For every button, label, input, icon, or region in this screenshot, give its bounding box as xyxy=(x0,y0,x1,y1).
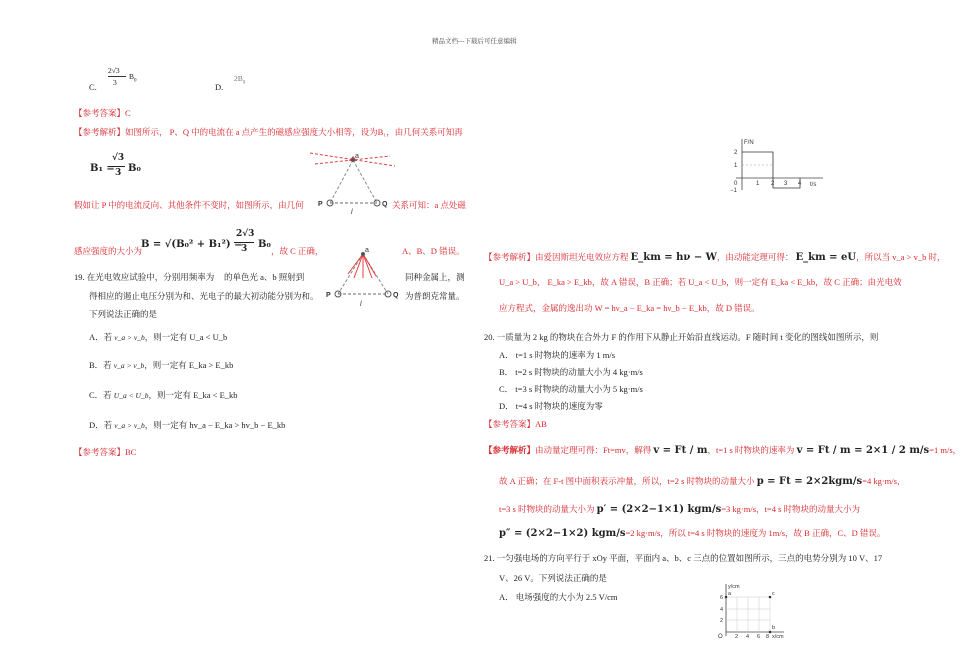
ft-xlabel: t/s xyxy=(810,182,817,188)
q19-option-a: A．若 v_a > v_b，则一定有 U_a < U_b xyxy=(89,332,228,342)
xy-ytick-4: 4 xyxy=(720,607,724,613)
explanation-18-line3c: A、B、D 错误。 xyxy=(402,246,465,256)
xy-ytick-2: 2 xyxy=(720,618,724,624)
formula-b1-left: B₁ = xyxy=(90,163,115,174)
q19-line3: 下列说法正确的是 xyxy=(89,309,158,319)
q19-line2: 得相应的遏止电压分别为和、光电子的最大初动能分别为和。 xyxy=(89,291,319,301)
explanation-20-line1: 【参考解析】由动量定理可得：Ft=mv，解得 v = Ft / m，t=1 s 时物块的速率为 v = Ft / m = 2×1 / 2 m/s=1 m/s， xyxy=(484,445,961,456)
option-c-denominator: 3 xyxy=(113,78,117,87)
ft-ytick-2: 2 xyxy=(734,150,738,156)
xy-ytick-6: 6 xyxy=(720,595,724,601)
page-header: 精品文档---下载后可任意编辑 xyxy=(432,38,517,45)
ft-ytick-neg1: −1 xyxy=(730,188,737,194)
q21-line1: 21. 一匀强电场的方向平行于 xOy 平面，平面内 a、b、c 三点的位置如图所示，三点的电势分别为 10 V、17 xyxy=(484,553,883,563)
q20-option-c: C． t=3 s 时物块的动量大小为 5 kg·m/s xyxy=(499,384,643,394)
explanation-18-line3b: ，故 C 正确， xyxy=(271,246,324,256)
formula-b1-tail: B₀ xyxy=(128,163,141,174)
xy-xtick-4: 4 xyxy=(746,634,750,640)
explanation-20-line2: 故 A 正确；在 F-t 图中面积表示冲量，所以，t=2 s 时物块的动量大小 p = Ft = 2×2kgm/s=4 kg·m/s， xyxy=(499,476,906,487)
option-c-numerator: 2√3 xyxy=(108,66,120,75)
formula-b-num: 2√3 xyxy=(236,229,255,239)
xy-origin: O xyxy=(718,634,723,640)
xy-point-b: b xyxy=(772,625,776,631)
answer-19: 【参考答案】BC xyxy=(74,447,137,457)
q19-line2b: 为普朗克常量。 xyxy=(405,291,465,301)
ft-ytick-1: 1 xyxy=(734,163,738,169)
q19-line1: 19. 在光电效应试验中，分别用频率为 xyxy=(74,272,215,282)
ft-xtick-4: 4 xyxy=(798,181,802,187)
fig2-label-l: l xyxy=(360,301,362,308)
explanation-20-line4: p″ = (2×2−1×2) kgm/s=2 kg·m/s，所以 t=4 s 时物块的速度为 1m/s，故 B 正确，C、D 错误。 xyxy=(499,528,886,539)
fig1-label-a: a xyxy=(355,153,359,160)
q19-option-d: D．若 v_a > v_b，则一定有 hv_a − E_ka > hv_b − E_kb xyxy=(89,420,286,430)
formula-b1-num: √3 xyxy=(112,153,125,163)
ft-xtick-1: 1 xyxy=(756,181,760,187)
ft-xtick-3: 3 xyxy=(784,181,788,187)
explanation-18-line1: 【参考解析】如图所示， P、Q 中的电流在 a 点产生的磁感应强度大小相等，设为B₁，由几何关系可知再 xyxy=(74,127,463,137)
q20-option-a: A． t=1 s 时物块的速率为 1 m/s xyxy=(499,350,616,360)
explanation-20-line3: t=3 s 时物块的动量大小为 p′ = (2×2−1×1) kgm/s=3 kg·m/s，t=4 s 时物块的动量大小为 xyxy=(499,504,861,515)
explanation-18-line2a: 假如让 P 中的电流反向、其他条件不变时，如图所示，由几何 xyxy=(74,200,304,210)
explanation-19-line3: 应方程式，金属的逸出功 W = hν_a − E_ka = hν_b − E_kb，故 D 错误。 xyxy=(499,303,760,313)
xy-point-c: c xyxy=(772,591,775,597)
answer-18: 【参考答案】C xyxy=(74,108,131,118)
option-c-tail: $B_0$ xyxy=(129,72,137,84)
q21-line2: V、26 V。下列说法正确的是 xyxy=(499,573,607,583)
fig2-label-a: a xyxy=(365,247,369,254)
fig1-label-q: Q xyxy=(382,201,388,208)
option-c-fraction-bar xyxy=(108,76,126,77)
formula-b-den: 3 xyxy=(241,244,248,254)
fig2-label-q: Q xyxy=(393,292,399,299)
q19-option-b: B．若 v_a > v_b，则一定有 E_ka > E_kb xyxy=(89,360,234,370)
formula-b-tail: B₀ xyxy=(258,239,271,250)
explanation-18-line2b: 关系可知：a 点处磁 xyxy=(392,200,466,210)
answer-20: 【参考答案】AB xyxy=(484,419,547,429)
xy-xtick-6: 6 xyxy=(757,634,761,640)
xy-point-a: a xyxy=(728,591,732,597)
ft-xtick-2: 2 xyxy=(771,181,775,187)
q19-option-c: C．若 U_a < U_b，则一定有 E_ka < E_kb xyxy=(89,390,238,400)
ft-ytick-0: 0 xyxy=(734,181,738,187)
formula-b1-bar xyxy=(111,166,125,167)
q19-line1c: 同种金属上，测 xyxy=(405,272,465,282)
q21-option-a: A． 电场强度的大小为 2.5 V/cm xyxy=(499,592,618,602)
magnetic-field-figure-1 xyxy=(305,148,400,218)
q20-line1: 20. 一质量为 2 kg 的物块在合外力 F 的作用下从静止开始沿直线运动。F 随时间 t 变化的图线如图所示，则 xyxy=(484,332,879,342)
ft-ylabel: F/N xyxy=(744,140,754,146)
option-c-label: C. xyxy=(89,82,97,92)
magnetic-field-figure-2 xyxy=(318,244,408,310)
fig2-label-p: P xyxy=(326,292,331,299)
force-time-graph xyxy=(728,135,828,197)
explanation-18-line3a: 感应强度的大小为 xyxy=(74,246,143,256)
xy-ylabel: y/cm xyxy=(728,584,740,590)
option-d-value: $2B_0$ xyxy=(234,74,246,86)
xy-position-graph xyxy=(712,580,788,640)
xy-xlabel: x/cm xyxy=(772,634,784,640)
option-d-label: D. xyxy=(215,82,224,92)
fig1-label-p: P xyxy=(318,201,323,208)
xy-xtick-2: 2 xyxy=(735,634,739,640)
formula-b: B = √(B₀² + B₁²) = xyxy=(141,239,243,250)
xy-xtick-8: 8 xyxy=(766,634,770,640)
q20-option-b: B． t=2 s 时物块的动量大小为 4 kg·m/s xyxy=(499,367,643,377)
explanation-19-line2: U_a > U_b， E_ka > E_kb，故 A 错误，B 正确；若 U_a < U_b，则一定有 E_ka < E_kb，故 C 正确；由光电效 xyxy=(499,277,902,287)
formula-b1-den: 3 xyxy=(115,168,122,178)
explanation-19-line1: 【参考解析】由爱因斯坦光电效应方程 E_km = hν − W，由动能定理可得： E_km = eU，所以当 v_a > v_b 时， xyxy=(484,252,946,263)
formula-b-bar xyxy=(234,242,254,243)
q19-line1b: 的单色光 a、b 照射到 xyxy=(224,272,305,282)
q20-option-d: D． t=4 s 时物块的速度为零 xyxy=(499,401,603,411)
fig1-label-l: l xyxy=(351,209,353,216)
